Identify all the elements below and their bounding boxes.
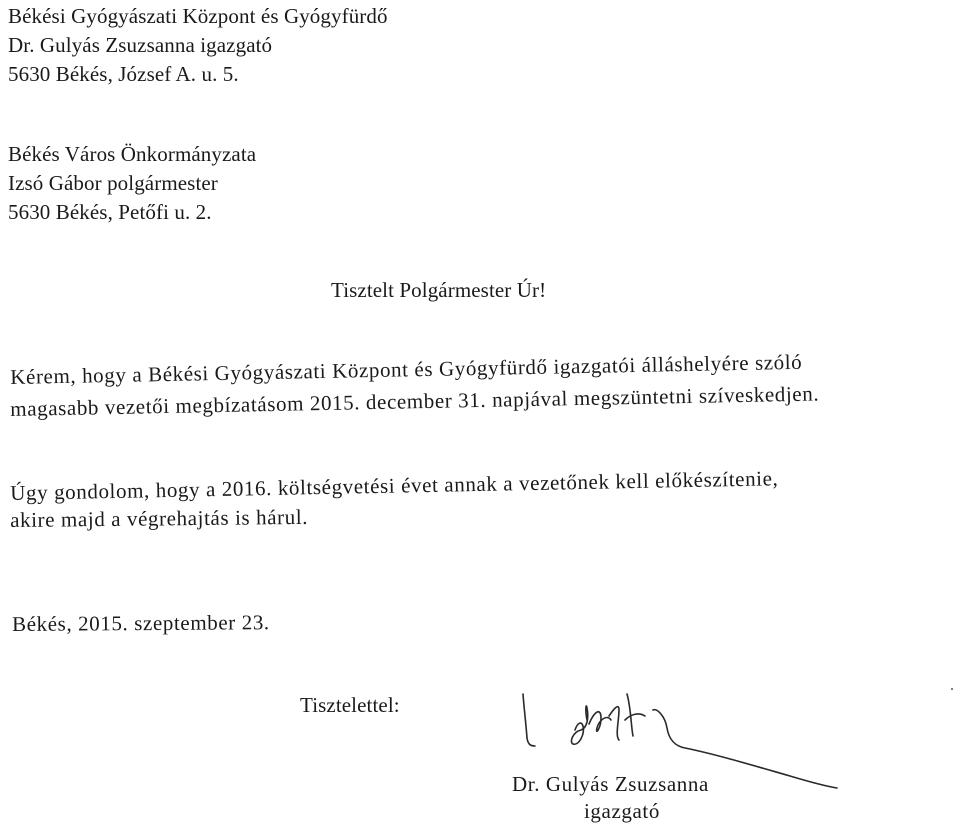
closing: Tisztelettel: xyxy=(300,693,400,717)
recipient-address: 5630 Békés, Petőfi u. 2. xyxy=(8,200,212,224)
body-paragraph-1-line-1: Kérem, hogy a Békési Gyógyászati Központ és Gyógyfürdő igazgatói álláshelyére szóló xyxy=(10,349,803,389)
place-date: Békés, 2015. szeptember 23. xyxy=(12,610,270,636)
sender-name-title: Dr. Gulyás Zsuzsanna igazgató xyxy=(8,33,273,57)
signatory-title: igazgató xyxy=(584,799,660,823)
sender-address: 5630 Békés, József A. u. 5. xyxy=(8,62,239,86)
signatory-name: Dr. Gulyás Zsuzsanna xyxy=(512,772,709,796)
sender-institution: Békési Gyógyászati Központ és Gyógyfürdő xyxy=(8,4,388,28)
body-paragraph-2-line-1: Úgy gondolom, hogy a 2016. költségvetési évet annak a vezetőnek kell előkészítenie, xyxy=(10,466,779,505)
recipient-name-title: Izsó Gábor polgármester xyxy=(8,171,218,195)
body-paragraph-2-line-2: akire majd a végrehajtás is hárul. xyxy=(10,504,309,532)
scan-speck xyxy=(951,688,953,690)
body-paragraph-1-line-2: magasabb vezetői megbízatásom 2015. december 31. napjával megszüntetni szíveskedjen. xyxy=(10,381,820,421)
salutation: Tisztelt Polgármester Úr! xyxy=(331,278,547,302)
recipient-organization: Békés Város Önkormányzata xyxy=(8,142,257,166)
